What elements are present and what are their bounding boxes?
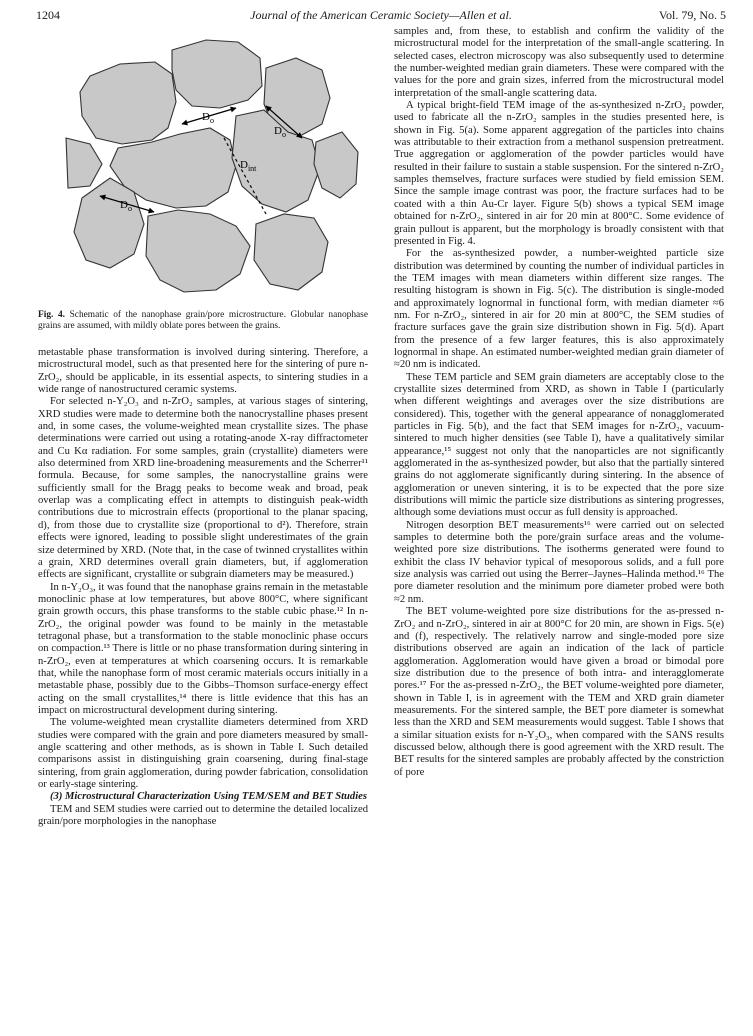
grain [74,178,144,268]
grain-pore-schematic [60,28,360,310]
grain [66,138,102,188]
volume-info: Vol. 79, No. 5 [658,8,726,22]
grain [254,214,328,290]
grain [146,210,250,292]
paragraph: The BET volume-weighted pore size distributions for the as-pressed n-ZrO₂ and n-ZrO₂, sintered in air at 800°C for 20 min, are shown in Figs. 5(e) and (f), respectively. The relatively narrow and single-moded pore size distributions observed are again an indication of the lack of particle agglomeration. Agglomeration would have given a broad or bimodal pore size distribution due to the presence of both intra- and interagglomerate pores.¹⁷ For the as-pressed n-ZrO₂, the BET volume-weighted pore diameter, shown in Table I, is in agreement with the TEM and XRD grain diameter measurements. For the sintered sample, the BET pore diameter is somewhat less than the XRD and SEM measurements would suggest. Table I shows that a similar situation exists for n-Y₂O₃, when compared with the SANS results discussed below, although there is good agreement with the XRD result. The BET results for the sintered samples are probably affected by the constriction of pore [394,606,724,778]
caption-label: Fig. 4. [38,310,65,320]
right-column [394,26,724,779]
left-column [38,347,368,828]
grain [172,40,262,108]
paragraph: The volume-weighted mean crystallite diameters determined from XRD studies were compared with the grain and pore diameters measured by small-angle scattering and other methods, as is shown in Table I. Such detailed comparisons assist in distinguishing grain coarsening, during final-stage sintering, from grain agglomeration, during powder fabrication, consolidation or early-stage sintering. [38,717,368,791]
paragraph: metastable phase transformation is involved during sintering. Therefore, a microstructural model, such as that presented here for the sintering of pure n-ZrO₂, should be applicable, in its essential aspects, to sintering studies in a wide range of nanostructured ceramic systems. [38,347,368,396]
paragraph: For selected n-Y₂O₃ and n-ZrO₂ samples, at various stages of sintering, XRD studies were made to determine both the nanocrystalline phases present and, in some cases, the volume-weighted mean crystallite sizes. The phase determinations were carried out using a rotating-anode X-ray diffractometer and Cu Kα radiation. For some samples, grain (crystallite) diameters were also determined from XRD line-broadening measurements and the Scherrer¹¹ formula. Because, for some samples, the nanocrystalline grains were sufficiently small for the Bragg peaks to become weak and broad, peak overlap was a complicating effect in attempts to distinguish peak-width contributions due to microstrain effects (proportional to the planar spacing, d), from those due to crystallite size (proportional to d²). Therefore, strain effects were ignored, leading to possible slight underestimates of the grain size determined by XRD. (Note that, in the case of twinned crystallites within a grain, XRD determines overall grain diameters, but, if agglomeration effects are significant, crystallite or subgrain diameters may be measured.) [38,396,368,581]
page-number: 1204 [36,8,60,22]
paragraph: A typical bright-field TEM image of the as-synthesized n-ZrO₂ powder, used to fabricate all the n-ZrO₂ samples in the studies presented here, is shown in Fig. 5(a). Some apparent aggregation of the particles into chains was attributable to their extraction from a methanol suspension pretreatment. True aggregation or agglomeration of the powder particles would have resulted in their failure to sustain a stable suspension. For the sintered n-ZrO₂ samples themselves, fracture surfaces were studied by field emission SEM. Since the sample image contrast was poor, the fracture surfaces had to be coated with a thin Au-Cr layer. Figure 5(b) shows a typical SEM image obtained for n-ZrO₂, sintered in air for 20 min at 800°C. Some evidence of grain pullout is apparent, but the morphology is broadly consistent with that presented in Fig. 4. [394,100,724,247]
paragraph: For the as-synthesized powder, a number-weighted particle size distribution was determined by counting the number of individual particles in the TEM images with mean diameters within different size ranges. The resulting histogram is shown in Fig. 5(c). The distribution is single-moded and approximately lognormal in functional form, with median diameter ≈6 nm. For n-ZrO₂, sintered in air for 20 min at 800°C, the SEM studies of fracture surfaces gave the grain size distribution shown in Fig. 5(d). Apart from the presence of a few larger features, this is also approximately lognormal in shape. An estimated number-weighted median grain diameter of ≈20 nm is indicated. [394,248,724,371]
label-d0-left: $D_o$ [120,199,132,213]
paragraph: Nitrogen desorption BET measurements¹⁶ were carried out on selected samples to determine both the pore/grain surface areas and the volume-weighted pore size distributions. The isotherms generated were found to exhibit the class IV behavior typical of mesoporous solids, and a full pore size analysis was carried out using the Berrer–Jaynes–Halinda method.¹⁶ The pore diameter resolution and the minimum pore diameter probed were both ≈2 nm. [394,519,724,605]
grain [80,62,176,144]
label-dint: $D_{int}$ [240,159,257,173]
caption-text: Schematic of the nanophase grain/pore microstructure. Globular nanophase grains are assumed, with mildly oblate pores between the grains. [38,310,368,332]
figure-caption [38,310,368,333]
paragraph: samples and, from these, to establish and confirm the validity of the microstructural model for the interpretation of the small-angle scattering. In selected cases, electron microscopy was also subsequently used to determine the number-weighted median grain diameters. These were compared with the values for the pore and grain sizes, inferred from the microstructural model interpretation of the small-angle scattering data. [394,26,724,99]
journal-title: Journal of the American Ceramic Society—Allen et al. [250,8,512,22]
page-header [36,8,726,26]
label-d0-right: $D_o$ [274,125,286,139]
paragraph: These TEM particle and SEM grain diameters are acceptably close to the crystallite sizes determined from XRD, as shown in Table I (particularly when different weightings and averages over the size distributions are considered). This, together with the general appearance of nonagglomerated particles in Fig. 5(b), and the fact that SEM images for n-ZrO₂, vacuum-sintered to much higher densities (see Table I), have a qualitatively similar appearance,¹⁵ suggest not only that the nanoparticles are not significantly agglomerated in the as-synthesized powder, but also that the partially sintered grains do not agglomerate significantly during sintering. In the absence of agglomeration or uneven sintering, it is to be expected that the pore size distributions will mimic the particle size distributions as sintering progresses, although some deviations must occur as full density is approached. [394,371,724,519]
label-d0-top: $D_o$ [202,111,214,125]
section-heading: (3) Microstructural Characterization Using TEM/SEM and BET Studies [50,791,368,803]
paragraph: In n-Y₂O₃, it was found that the nanophase grains remain in the metastable monoclinic phase at low temperatures, but above 800°C, where significant grain growth occurs, this phase transforms to the stable cubic phase.¹² In n-ZrO₂, the original powder was found to be mainly in the metastable tetragonal phase, but a transformation to the stable monoclinic phase occurs on compaction.¹³ There is little or no phase transformation during sintering in n-ZrO₂, even at temperatures at which coarsening occurs. It is remarkable that, while the nanophase form of most ceramic materials occurs initially in a metastable phase, possibly due to the Gibbs–Thomson surface-energy effect acting on the small crystallites,¹⁴ there is little evidence that this has an impact on microstructural development during sintering. [38,581,368,716]
paragraph: TEM and SEM studies were carried out to determine the detailed localized grain/pore morphologies in the nanophase [38,803,368,828]
grain [314,132,358,198]
